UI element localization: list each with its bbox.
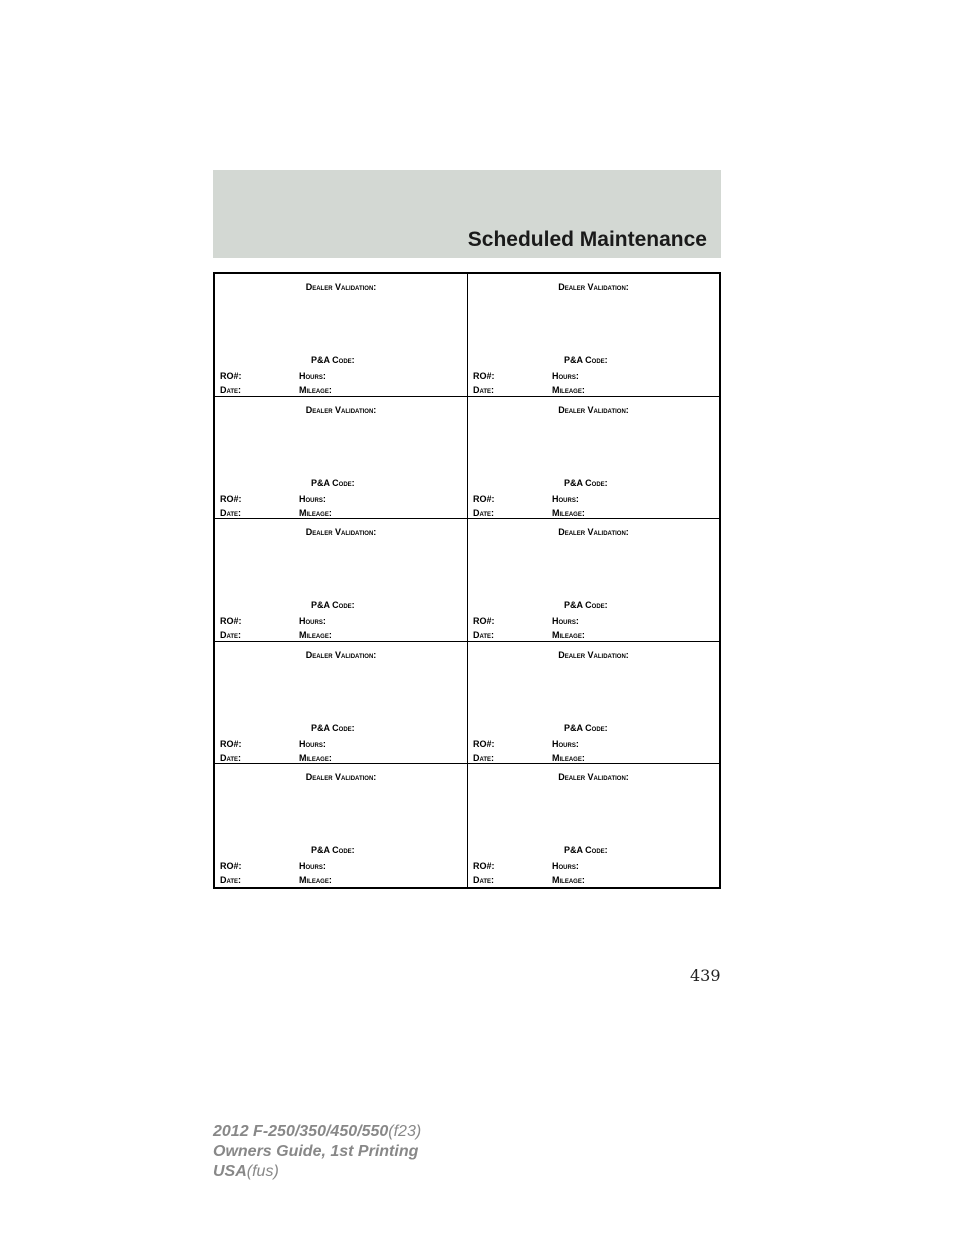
pa-code-label: P&A Code: [311, 477, 355, 488]
ro-number-label: RO#: [473, 493, 495, 504]
pa-code-label: P&A Code: [311, 845, 355, 856]
section-header [213, 170, 721, 258]
maintenance-record-cell [215, 642, 468, 765]
mileage-label: Mileage: [299, 630, 332, 641]
maintenance-record-cell [468, 764, 719, 887]
pa-code-label: P&A Code: [564, 355, 608, 365]
mileage-label: Mileage: [552, 875, 585, 886]
maintenance-record-cell [215, 397, 468, 520]
mileage-label: Mileage: [552, 507, 585, 518]
mileage-label: Mileage: [299, 385, 332, 395]
dealer-validation-label: Dealer Validation: [305, 772, 377, 783]
hours-label: Hours: [299, 616, 326, 627]
hours-label: Hours: [552, 371, 579, 381]
dealer-validation-label: Dealer Validation: [305, 282, 377, 292]
mileage-label: Mileage: [299, 875, 332, 886]
maintenance-record-cell [215, 764, 468, 887]
footer-line-model [213, 1122, 421, 1142]
dealer-validation-label: Dealer Validation: [305, 527, 377, 538]
maintenance-record-cell [468, 274, 719, 397]
maintenance-record-cell [468, 519, 719, 642]
ro-number-label: RO#: [473, 371, 495, 381]
ro-number-label: RO#: [220, 493, 242, 504]
dealer-validation-label: Dealer Validation: [558, 772, 629, 783]
dealer-validation-label: Dealer Validation: [305, 649, 377, 660]
hours-label: Hours: [552, 493, 579, 504]
maintenance-record-cell [215, 519, 468, 642]
hours-label: Hours: [552, 616, 579, 627]
dealer-validation-label: Dealer Validation: [558, 404, 629, 415]
hours-label: Hours: [552, 738, 579, 749]
footer-market: USA [213, 1163, 247, 1180]
ro-number-label: RO#: [473, 616, 495, 627]
ro-number-label: RO#: [220, 616, 242, 627]
mileage-label: Mileage: [552, 385, 585, 395]
footer-line-guide [213, 1142, 421, 1162]
maintenance-record-grid [213, 272, 721, 889]
date-label: Date: [473, 752, 495, 763]
date-label: Date: [220, 752, 242, 763]
pa-code-label: P&A Code: [564, 600, 608, 611]
mileage-label: Mileage: [552, 630, 585, 641]
dealer-validation-label: Dealer Validation: [558, 282, 629, 292]
date-label: Date: [473, 630, 495, 641]
hours-label: Hours: [552, 861, 579, 872]
maintenance-record-cell [215, 274, 468, 397]
dealer-validation-label: Dealer Validation: [558, 527, 629, 538]
hours-label: Hours: [299, 493, 326, 504]
mileage-label: Mileage: [299, 752, 332, 763]
hours-label: Hours: [299, 371, 326, 381]
pa-code-label: P&A Code: [564, 722, 608, 733]
pa-code-label: P&A Code: [564, 845, 608, 856]
ro-number-label: RO#: [220, 371, 242, 381]
date-label: Date: [220, 507, 242, 518]
date-label: Date: [473, 385, 495, 395]
maintenance-record-cell [468, 642, 719, 765]
dealer-validation-label: Dealer Validation: [558, 649, 629, 660]
date-label: Date: [473, 875, 495, 886]
pa-code-label: P&A Code: [311, 722, 355, 733]
hours-label: Hours: [299, 738, 326, 749]
ro-number-label: RO#: [473, 738, 495, 749]
footer-edition-info [213, 1122, 421, 1182]
maintenance-record-cell [468, 397, 719, 520]
section-title: Scheduled Maintenance [467, 228, 707, 251]
date-label: Date: [220, 875, 242, 886]
footer-market-code: (fus) [246, 1163, 279, 1180]
footer-model-code: (f23) [388, 1123, 422, 1140]
pa-code-label: P&A Code: [311, 600, 355, 611]
mileage-label: Mileage: [299, 507, 332, 518]
footer-line-market [213, 1162, 421, 1182]
date-label: Date: [220, 385, 242, 395]
ro-number-label: RO#: [220, 861, 242, 872]
pa-code-label: P&A Code: [311, 355, 355, 365]
ro-number-label: RO#: [473, 861, 495, 872]
date-label: Date: [473, 507, 495, 518]
ro-number-label: RO#: [220, 738, 242, 749]
hours-label: Hours: [299, 861, 326, 872]
dealer-validation-label: Dealer Validation: [305, 404, 377, 415]
page-number: 439 [690, 966, 721, 985]
date-label: Date: [220, 630, 242, 641]
mileage-label: Mileage: [552, 752, 585, 763]
footer-guide: Owners Guide, 1st Printing [213, 1143, 419, 1160]
footer-model: 2012 F-250/350/450/550 [213, 1123, 389, 1140]
pa-code-label: P&A Code: [564, 477, 608, 488]
